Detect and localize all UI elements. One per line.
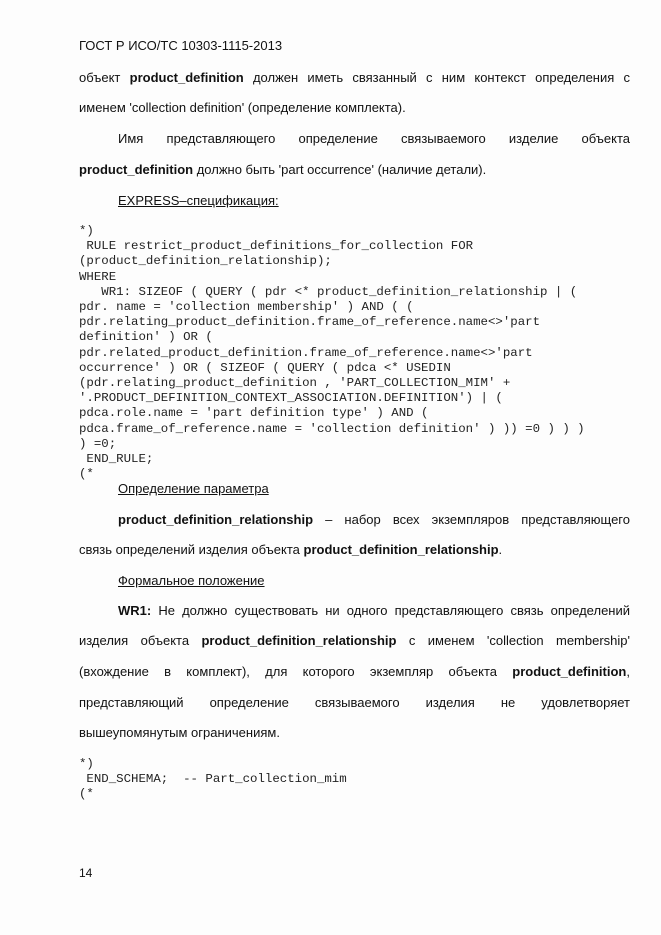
param-line2 [79, 542, 630, 558]
formal-text: изделия объекта [79, 633, 202, 648]
para2-line1: Имя представляющего определение связываемого изделие объекта [118, 131, 630, 146]
param-text: – набор всех экземпляров представляющего [313, 512, 630, 527]
standard-header: ГОСТ Р ИСО/ТС 10303-1115-2013 [79, 38, 283, 53]
formal-line1 [79, 603, 630, 619]
formal-line5: вышеупомянутым ограничениям. [79, 725, 280, 740]
para1-line1 [79, 70, 630, 86]
express-heading: EXPRESS–спецификация: [118, 193, 279, 208]
param-text: связь определений изделия объекта [79, 542, 304, 557]
formal-text: Не должно существовать ни одного представляющего связь определений [151, 603, 630, 618]
para1-text: должен иметь связанный с ним контекст определения с [243, 70, 631, 85]
entity-name: product_definition [79, 162, 194, 177]
formal-text: с именем 'collection membership' [396, 633, 630, 648]
page-number: 14 [79, 866, 93, 880]
param-text: . [498, 542, 503, 557]
express-rule-code: *) RULE restrict_product_definitions_for_collection FOR (product_definition_relationship); WHERE WR1: SIZEOF ( QUERY ( pdr <* product_definition_relationship | ( pdr. name = 'collection membership' ) AND ( ( pdr.relating_product_definition.frame_of_reference.name<>'part definition' ) OR ( pdr.related_product_definition.frame_of_reference.name<>'part occurrence' ) OR ( SIZEOF ( QUERY ( pdca <* USEDIN (pdr.relating_product_definition , 'PART_COLLECTION_MIM' + '.PRODUCT_DEFINITION_CONTEXT_ASSOCIATION.DEFINITION') | ( pdca.role.name = 'part definition type' ) AND ( pdca.frame_of_reference.name = 'collection definition' ) )) =0 ) ) ) ) =0; END_RULE; (* [79, 224, 585, 482]
param-name: product_definition_relationship [118, 512, 314, 527]
entity-name: product_definition [512, 664, 627, 679]
formal-heading: Формальное положение [118, 573, 265, 588]
end-schema-code: *) END_SCHEMA; -- Part_collection_mim (* [79, 757, 347, 802]
para1-text: объект [79, 70, 130, 85]
para1-line2: именем 'collection definition' (определение комплекта). [79, 100, 406, 115]
entity-name: product_definition_relationship [201, 633, 397, 648]
entity-name: product_definition [129, 70, 244, 85]
formal-line2 [79, 633, 630, 649]
entity-name: product_definition_relationship [303, 542, 499, 557]
para2-line2 [79, 162, 630, 178]
para2-text: должно быть 'part occurrence' (наличие детали). [193, 162, 487, 177]
rule-label: WR1: [118, 603, 152, 618]
formal-line3 [79, 664, 630, 680]
param-heading: Определение параметра [118, 481, 269, 496]
formal-line4: представляющий определение связываемого изделия не удовлетворяет [79, 695, 630, 710]
param-line1 [79, 512, 630, 528]
formal-text: (вхождение в комплект), для которого экземпляр объекта [79, 664, 513, 679]
formal-text: , [626, 664, 630, 679]
